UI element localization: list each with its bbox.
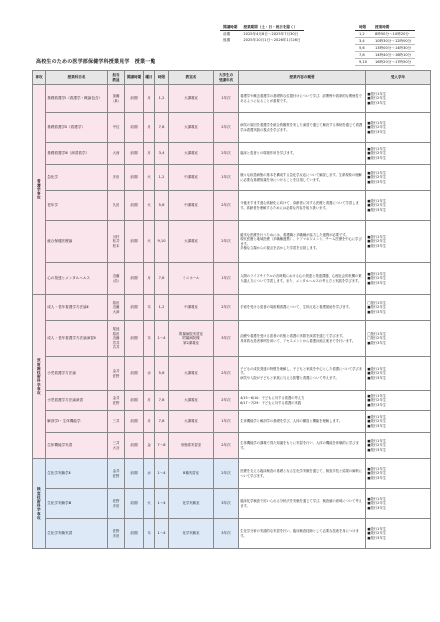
grades-cell: ■発行1年生 ■発行2年生 ■発行3年生	[366, 165, 431, 191]
period-cell: 1,2	[155, 85, 169, 113]
period-cell: 1,2	[155, 295, 169, 321]
term-cell: 前期	[125, 489, 144, 519]
term-cell: 前期	[125, 433, 144, 459]
year-cell: 2年次	[214, 113, 239, 143]
department-cell: 検査技術科学専攻	[33, 459, 46, 549]
table-row	[33, 321, 431, 357]
course-name-cell: 急化学	[46, 165, 108, 191]
term-cell: 前期	[125, 295, 144, 321]
column-header: 受入学年	[366, 71, 431, 85]
year-cell: 1年次	[214, 263, 239, 295]
column-header: 担当 教員	[108, 71, 125, 85]
info-dates: 2025年10月1日〜2026年1月26日	[243, 38, 301, 42]
period-cell: 7,8	[155, 411, 169, 433]
period-time: 8時50分〜10時20分	[371, 31, 415, 38]
course-name-cell: 生体機能学実習	[46, 433, 108, 459]
content-cell: 治療や看護を受ける患者の状態と看護の実際を演習を通じて学びます。 具体的な患者事例を用いて、アセスメントから看護計画立案までを行います。	[239, 321, 366, 357]
room-cell: ミニホール	[169, 263, 214, 295]
table-row	[33, 433, 431, 459]
period-label: 7,8	[355, 52, 371, 59]
period-cell: 1〜4	[155, 489, 169, 519]
content-cell: 看護学や概念看護学の基礎的な位置付けについて学び、部署例や看命的な関係性であるようになることが重要です。	[239, 85, 366, 113]
grades-cell: □発行1年生 ■発行2年生 ■発行3年生	[366, 295, 431, 321]
teacher-cell: 川村 松井 松本	[108, 221, 125, 263]
column-header: 教室名	[169, 71, 214, 85]
period-label: 5,6	[355, 45, 371, 52]
day-cell: 月	[144, 263, 155, 295]
course-name-cell: 基礎看護学Ⅰ（看護学・概論包含）	[46, 85, 108, 113]
column-header: 開講時期	[125, 71, 144, 85]
room-cell: B棟実習室	[169, 459, 214, 489]
column-header: 曜日	[144, 71, 155, 85]
room-cell: 附属病院実習室 附属病院棟 第2講義室	[169, 321, 214, 357]
grades-cell: ■発行1年生 ■発行2年生 ■発行3年生	[366, 113, 431, 143]
content-cell: 臨床化学検査で用いられる分析法を実験を通じて学び、検査値の意味について考えます。	[239, 489, 366, 519]
period-cell: 1〜4	[155, 321, 169, 357]
department-cell: 放射線技術科学専攻	[33, 295, 46, 459]
day-cell: 火	[144, 221, 155, 263]
term-cell: 前期	[125, 221, 144, 263]
period-time-table	[355, 24, 415, 66]
year-cell: 3年次	[214, 519, 239, 549]
time-header: 授業時間	[371, 24, 415, 31]
period-cell: 9,10	[155, 221, 169, 263]
day-cell: 月	[144, 411, 155, 433]
teacher-cell: 金井 佐野	[108, 391, 125, 411]
room-cell: 大講義室	[169, 221, 214, 263]
period-cell: 7〜8	[155, 433, 169, 459]
period-header: 時限	[355, 24, 371, 31]
info-dates: 2025年4月8日〜2025年7月30日	[243, 32, 299, 36]
content-cell: 医療を支える臨床検査の基礎となる生化学実験を通じて、検査手技と結果の解釈について学びます。	[239, 459, 366, 489]
course-name-cell: 小児看護学方法論演習	[46, 391, 108, 411]
day-cell: 水	[144, 459, 155, 489]
year-cell: 2年次	[214, 433, 239, 459]
grades-cell: ■発行1年生 ■発行2年生 ■発行3年生	[366, 433, 431, 459]
teacher-cell: 加藤 （真）	[108, 85, 125, 113]
table-row	[33, 519, 431, 549]
teacher-cell: 金井 佐野	[108, 357, 125, 391]
department-cell: 看護学専攻	[33, 85, 46, 295]
day-cell: 火	[144, 191, 155, 221]
grades-cell: ■発行1年生 ■発行2年生 ■発行3年生	[366, 85, 431, 113]
table-header-row	[33, 71, 431, 85]
period-label: 9,10	[355, 59, 371, 66]
teacher-cell: 尾池 原田 近藤 宮井 吉井	[108, 321, 125, 357]
info-term: 後期	[223, 38, 231, 42]
column-header: 大学生の 受講年次	[214, 71, 239, 85]
content-cell: 様々な疾患病態の基本を構成する急化学反応について解説します。生命現象の理解に必要な基礎知識を身につけることを目指しています。	[239, 165, 366, 191]
teacher-cell: 原田 近藤 大津	[108, 295, 125, 321]
term-cell: 前期	[125, 391, 144, 411]
grades-cell: □発行1年生 □発行2年生 ■発行3年生	[366, 321, 431, 357]
day-cell: 火	[144, 489, 155, 519]
room-cell: 中講義室	[169, 191, 214, 221]
course-name-cell: 生化学実験学Ⅱ	[46, 459, 108, 489]
day-cell: 月	[144, 143, 155, 165]
period-cell: 3,4	[155, 143, 169, 165]
day-cell: 月	[144, 85, 155, 113]
page-title: 高校生のための医学部保健学科授業見学 授業一覧	[36, 59, 156, 65]
term-cell: 前期	[125, 459, 144, 489]
room-cell: 中講義室	[169, 165, 214, 191]
term-cell: 前期	[125, 263, 144, 295]
year-cell: 2年次	[214, 191, 239, 221]
grades-cell: ■発行1年生 ■発行2年生 ■発行3年生	[366, 221, 431, 263]
grades-cell: ■発行1年生 ■発行2年生 ■発行3年生	[366, 143, 431, 165]
room-cell: 形態系実習室	[169, 433, 214, 459]
content-cell: 臨床と患者との環境作用を学びます。	[239, 143, 366, 165]
day-cell: 木	[144, 321, 155, 357]
course-name-cell: 統合保健医療論	[46, 221, 108, 263]
teacher-cell: 近藤 （浩）	[108, 263, 125, 295]
info-header-term: 開講時期	[220, 24, 240, 31]
content-cell: 人間のライフサイクルの各時期における心の発達と発達課題、心理社会的危機の乗り越え方について学習します。また、メンタルヘルスの考え方と実践を学びます。	[239, 263, 366, 295]
column-header: 専攻	[33, 71, 46, 85]
semester-info-table	[220, 24, 304, 43]
room-cell: 化学実験室	[169, 489, 214, 519]
room-cell: 大講義室	[169, 143, 214, 165]
year-cell: 3年次	[214, 321, 239, 357]
course-name-cell: 成人・老年看護学方法論演習Ⅱ	[46, 321, 108, 357]
day-cell: 木	[144, 295, 155, 321]
grades-cell: ■発行1年生 ■発行2年生 ■発行3年生	[366, 489, 431, 519]
term-cell: 前期	[125, 165, 144, 191]
course-name-cell: 基礎看護学Ⅲ（演習看学）	[46, 143, 108, 165]
year-cell: 1年次	[214, 85, 239, 113]
teacher-cell: 佐野 多田	[108, 519, 125, 549]
year-cell: 1年次	[214, 411, 239, 433]
grades-cell: ■発行1年生 ■発行2年生 ■発行3年生	[366, 357, 431, 391]
table-row	[33, 391, 431, 411]
content-cell: 生化学分析の実践的な実習を行い、臨床検査技師として必要な技術を身につけます。	[239, 519, 366, 549]
year-cell: 1年次	[214, 165, 239, 191]
teacher-cell: 久田	[108, 191, 125, 221]
teacher-cell: 多田	[108, 165, 125, 191]
info-header-dates: 授業期間（土・日・祝日を除く）	[240, 24, 303, 31]
year-cell: 2年次	[214, 295, 239, 321]
teacher-cell: 三井	[108, 411, 125, 433]
room-cell: 大講義室	[169, 411, 214, 433]
period-time: 14時40分〜16時10分	[371, 52, 415, 59]
year-cell: 3年次	[214, 489, 239, 519]
course-name-cell: 心の発達とメンタルヘルス	[46, 263, 108, 295]
content-cell: 4/15〜6/10：子どもに対する看護の考え方 6/17〜7/29：子どもに対する看護の実践	[239, 391, 366, 411]
room-cell: 大講義室	[169, 113, 214, 143]
term-cell: 前期	[125, 191, 144, 221]
year-cell: 2年次	[214, 221, 239, 263]
grades-cell: ■発行1年生 ■発行2年生 ■発行3年生	[366, 191, 431, 221]
term-cell: 前期	[125, 85, 144, 113]
day-cell: 木	[144, 519, 155, 549]
content-cell: 生体機能学と解剖学の基礎を学び、人体の構造と機能を理解します。	[239, 411, 366, 433]
period-cell: 1〜4	[155, 459, 169, 489]
room-cell: 大講義室	[169, 85, 214, 113]
table-row	[33, 459, 431, 489]
day-cell: 金	[144, 433, 155, 459]
content-cell: 確実な医療を行うためには、看護職と多職種が協力した連携が必要です。 現代医療と地域医療（多職種連携）、ケアマネジメント、チーム医療を中心に学びます。 多様な立場からの視点を活かした学習を目指します。	[239, 221, 366, 263]
teacher-cell: 大西	[108, 143, 125, 165]
grades-cell: ■発行1年生 ■発行2年生 ■発行3年生	[366, 519, 431, 549]
table-row	[33, 489, 431, 519]
period-cell: 1〜4	[155, 519, 169, 549]
term-cell: 前期	[125, 519, 144, 549]
grades-cell: ■発行1年生 ■発行2年生 ■発行3年生	[366, 459, 431, 489]
teacher-cell: 中住	[108, 113, 125, 143]
info-term: 前期	[223, 32, 231, 36]
column-header: 授業内容の概要	[239, 71, 366, 85]
period-cell: 5,6	[155, 191, 169, 221]
content-cell: 生体機能学の講義で得た知識をもとに実習を行い、人体の機能を体験的に学びます。	[239, 433, 366, 459]
table-row	[33, 191, 431, 221]
period-cell: 5,6	[155, 357, 169, 391]
period-cell: 7,8	[155, 263, 169, 295]
term-cell: 前期	[125, 143, 144, 165]
grades-cell: ■発行1年生 ■発行2年生 ■発行3年生	[366, 263, 431, 295]
room-cell: 大講義室	[169, 391, 214, 411]
table-row	[33, 143, 431, 165]
table-row	[33, 357, 431, 391]
day-cell: 水	[144, 357, 155, 391]
period-cell: 7,8	[155, 391, 169, 411]
term-cell: 前期	[125, 113, 144, 143]
table-row	[33, 263, 431, 295]
year-cell: 2年次	[214, 357, 239, 391]
grades-cell: ■発行1年生 ■発行2年生 ■発行3年生	[366, 411, 431, 433]
day-cell: 火	[144, 165, 155, 191]
content-cell: 病気の原因を看護学を統合的観察を実した演習で通じて解決する事柄を通じて看護学は看護実践の視点を学びます。	[239, 113, 366, 143]
day-cell: 月	[144, 391, 155, 411]
grades-cell: ■発行1年生 ■発行2年生 ■発行3年生	[366, 391, 431, 411]
content-cell: 子どもの成長発達の特徴を理解し、子どもと家族を中心とした看護について学びます。 病気や入院が子どもと家族に与える影響と看護について考えます。	[239, 357, 366, 391]
content-cell: 今後ますます進む高齢化に向けて、高齢者に対する医療と看護について学習します。高齢者を理解するためには必要な内容を取り扱います。	[239, 191, 366, 221]
content-cell: 手術を受ける患者の周術期看護について、生体反応と看護援助を学びます。	[239, 295, 366, 321]
room-cell: 化学実験室	[169, 519, 214, 549]
course-name-cell: 老年学	[46, 191, 108, 221]
course-name-cell: 生化学実験実習	[46, 519, 108, 549]
column-header: 時限	[155, 71, 169, 85]
column-header: 授業科目名	[46, 71, 108, 85]
table-row	[33, 295, 431, 321]
teacher-cell: 三井 大谷	[108, 433, 125, 459]
teacher-cell: 佐野 多田	[108, 489, 125, 519]
period-time: 13時00分〜14時30分	[371, 45, 415, 52]
period-cell: 7,8	[155, 113, 169, 143]
table-row	[33, 411, 431, 433]
period-label: 3,4	[355, 38, 371, 45]
table-row	[33, 113, 431, 143]
term-cell: 前期	[125, 357, 144, 391]
course-name-cell: 小児看護学方法論	[46, 357, 108, 391]
course-table	[32, 70, 431, 549]
table-row	[33, 85, 431, 113]
table-row	[33, 165, 431, 191]
room-cell: 大講義室	[169, 357, 214, 391]
year-cell: 2年次	[214, 391, 239, 411]
course-name-cell: 基礎看護学Ⅱ（看護学）	[46, 113, 108, 143]
period-time: 10時30分〜12時00分	[371, 38, 415, 45]
period-label: 1,2	[355, 31, 371, 38]
year-cell: 2年次	[214, 143, 239, 165]
year-cell: 2年次	[214, 459, 239, 489]
table-row	[33, 221, 431, 263]
room-cell: 中講義室	[169, 295, 214, 321]
term-cell: 前期	[125, 321, 144, 357]
course-name-cell: 解剖学Ⅰ・生体機能学	[46, 411, 108, 433]
teacher-cell: 金井 佐野	[108, 459, 125, 489]
day-cell: 月	[144, 113, 155, 143]
period-cell: 1,2	[155, 165, 169, 191]
course-name-cell: 生化学実験学Ⅲ	[46, 489, 108, 519]
course-name-cell: 成人・老年看護学方法論Ⅱ	[46, 295, 108, 321]
term-cell: 前期	[125, 411, 144, 433]
period-time: 16時20分〜17時50分	[371, 59, 415, 66]
table-body	[33, 85, 431, 549]
